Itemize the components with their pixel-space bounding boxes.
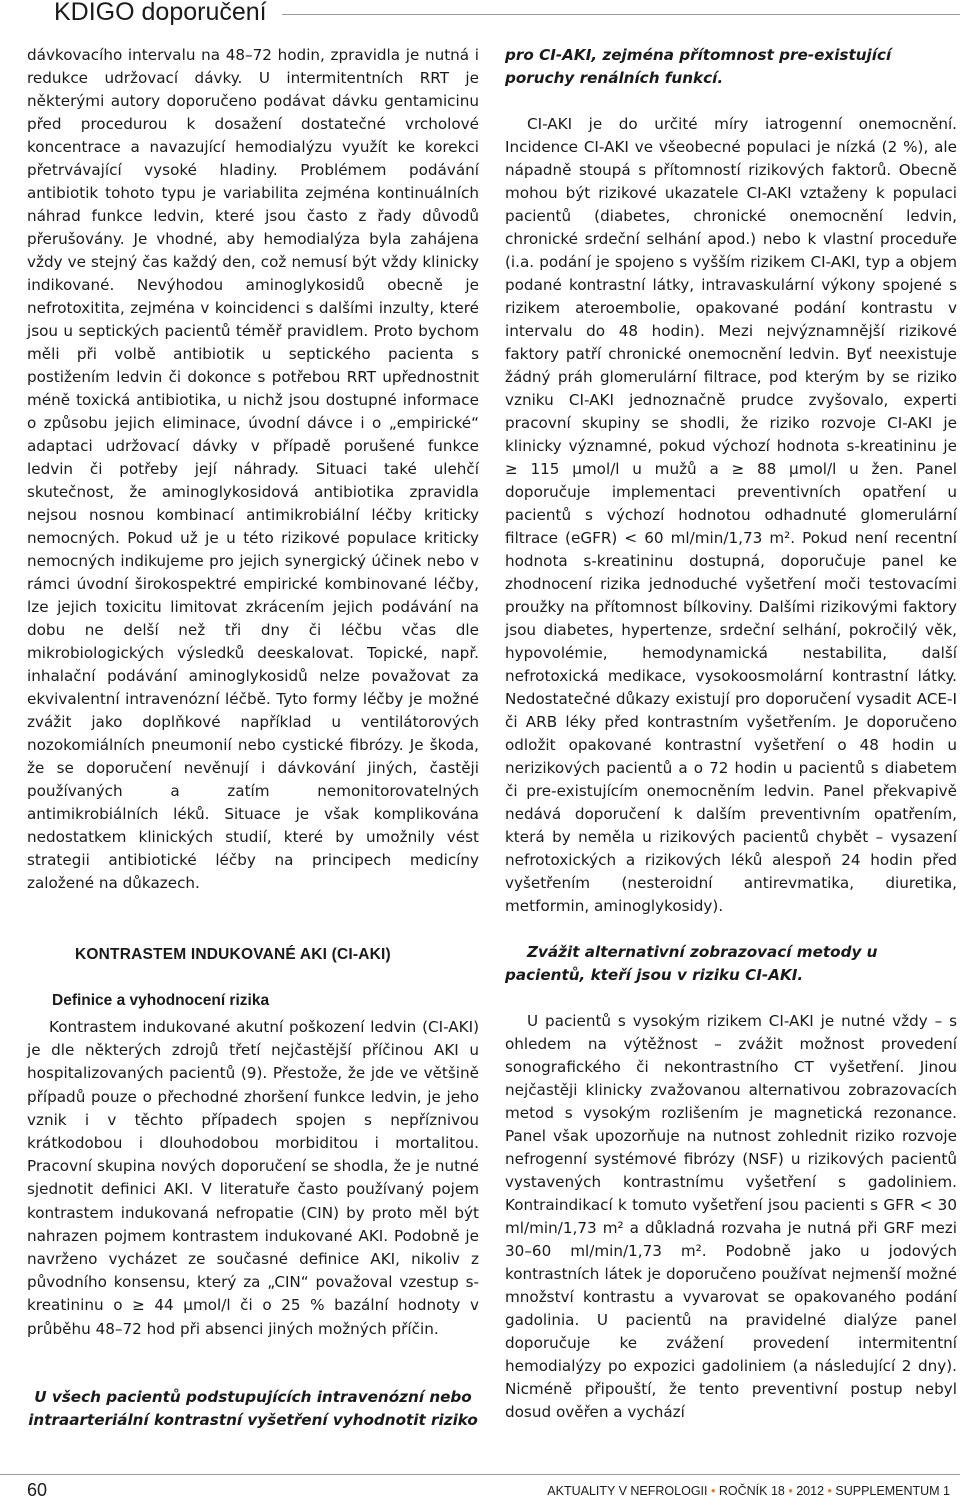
recommendation-emphasis-top: pro CI-AKI, zejména přítomnost pre-existující poruchy renálních funkcí. xyxy=(505,46,892,87)
right-column xyxy=(505,44,957,1424)
footer-rule xyxy=(0,1474,960,1475)
separator-dot: • xyxy=(710,1484,716,1498)
separator-dot: • xyxy=(788,1484,793,1498)
separator-dot: • xyxy=(827,1484,832,1498)
journal-name: AKTUALITY V NEFROLOGII xyxy=(547,1484,708,1498)
subsection-title: Definice a vyhodnocení rizika xyxy=(52,992,270,1009)
section-body xyxy=(27,1016,479,1341)
section-paragraph: Kontrastem indukované akutní poškození ledvin (CI-AKI) je dle některých zdrojů třetí nejčastější příčinou AKI u hospitalizovaných pacientů (9). Přestože, že jde ve většině případů pouze o přechodné zhoršení funkce ledvin, je jeho vznik i v těchto případech spojen s nepříznivou krátkodobou i dlouhodobou morbiditou i mortalitou. Pracovní skupina nových doporučení se shodla, že je nutné sjednotit definici AKI. V literatuře často používaný pojem kontrastem indukovaná nefropatie (CIN) by proto měl být nahrazen pojmem kontrastem indukované AKI. Podobně je navrženo vycházet ze současné definice AKI, nikoliv z původního konsensu, který za „CIN“ považoval vzestup s-kreatininu o ≥ 44 µmol/l či o 25 % bazální hodnoty v průběhu 48–72 hod při absenci jiných možných příčin. xyxy=(27,1018,479,1338)
header-rule xyxy=(282,14,960,15)
journal-supplement: SUPPLEMENTUM 1 xyxy=(835,1484,950,1498)
journal-volume: ROČNÍK 18 xyxy=(718,1484,785,1498)
recommendation-emphasis-left: U všech pacientů podstupujících intravenózní nebo intraarteriální kontrastní vyšetření vyhodnotit riziko xyxy=(28,1388,478,1429)
page-header xyxy=(0,0,960,40)
right-paragraph-2: U pacientů s vysokým rizikem CI-AKI je nutné vždy – s ohledem na výtěžnost – zvážit možnost provedení sonografického či nekontrastního CT vyšetření. Jinou nejčastěji klinicky zvažovanou alternativou zobrazovacích metod s vysokým rozlišením je magnetická rezonance. Panel však upozorňuje na nutnost zohlednit riziko rozvoje nefrogenní systémové fibrózy (NSF) u rizikových pacientů vystavených kontrastnímu vyšetření s gadoliniem. Kontraindikací k tomuto vyšetření jsou pacienti s GFR < 30 ml/min/1,73 m² a důkladná rozvaha je nutná při GRF mezi 30–60 ml/min/1,73 m². Podobně jako u jodových kontrastních látek je doporučeno používat nejmenší možné množství kontrastu a vyvarovat se opakovaného podání gadolinia. U pacientů na pravidelné dialýze panel doporučuje ke zvážení provedení intermitentní hemodialýzy po expozici gadoliniem (a následující 2 dny). Nicméně připouští, že tento preventivní postup nebyl dosud ověřen a vychází xyxy=(505,1012,957,1421)
right-paragraph-1: CI-AKI je do určité míry iatrogenní onemocnění. Incidence CI-AKI ve všeobecné populaci je nízká (2 %), ale nápadně stoupá s přítomností rizikových faktorů. Obecně mohou být rizikové ukazatele CI-AKI vztaženy k populaci pacientů (diabetes, chronické onemocnění ledvin, chronické srdeční selhání apod.) nebo k vlastní proceduře (i.a. podání je spojeno s vyšším rizikem CI-AKI, typ a objem podané kontrastní látky, intravaskulární výkony spojené s rizikem ateroembolie, opakované podání kontrastu v intervalu do 48 hodin). Mezi nejvýznamnější rizikové faktory patří chronické onemocnění ledvin. Byť neexistuje žádný práh glomerulární filtrace, pod kterým by se riziko vzniku CI-AKI jednoznačně prudce zvyšovalo, experti pracovní skupiny se shodli, že riziko rozvoje CI-AKI je klinicky významné, pokud výchozí hodnota s-kreatininu je ≥ 115 µmol/l u mužů a ≥ 88 µmol/l u žen. Panel doporučuje implementaci preventivních opatření u pacientů s výchozí hodnotou odhadnuté glomerulární filtrace (eGFR) < 60 ml/min/1,73 m². Pokud není recentní hodnota s-kreatininu dostupná, doporučuje panel ke zhodnocení rizika jednoduché vyšetření moči testovacími proužky na přítomnost bílkoviny. Dalšími rizikovými faktory jsou diabetes, hypertenze, srdeční selhání, pokročilý věk, hypovolémie, hemodynamická nestabilita, další nefrotoxická medikace, vysokoosmolární kontrastní látky. Nedostatečné důkazy existují pro doporučení vysadit ACE-I či ARB léky před kontrastním vyšetřením. Je doporučeno odložit opakované kontrastní vyšetření o 48 hodin u nerizikových pacientů a o 72 hodin u pacientů s diabetem či pre-existujícím onemocněním ledvin. Panel překvapivě nedává doporučení k dalším preventivním opatřením, která by neměla u rizikových pacientů chybět – vysazení nefrotoxických a rizikových léků alespoň 24 hodin před vyšetřením (nesteroidní antirevmatika, diuretika, metformin, aminoglykosidy). xyxy=(505,115,957,915)
section-title: KONTRASTEM INDUKOVANÉ AKI (CI-AKI) xyxy=(75,946,391,963)
header-title: KDIGO doporučení xyxy=(54,0,267,26)
recommendation-emphasis-mid: Zvážit alternativní zobrazovací metody u pacientů, kteří jsou v riziku CI-AKI. xyxy=(505,943,878,984)
left-column xyxy=(27,44,479,895)
journal-year: 2012 xyxy=(796,1484,825,1498)
page-number: 60 xyxy=(27,1480,48,1500)
journal-info xyxy=(547,1484,950,1498)
left-paragraph: dávkovacího intervalu na 48–72 hodin, zpravidla je nutná i redukce udržovací dávky. U intermitentních RRT je některými autory doporučeno podávat dávku gentamicinu před procedurou k dosažení dostatečné vrcholové koncentrace a navazující hemodialýzu využít ke korekci přetrvávající vysoké hladiny. Problémem podávání antibiotik tohoto typu je variabilita zejména kontinuálních náhrad funkce ledvin, které jsou často z řady důvodů přerušovány. Je vhodné, aby hemodialýza byla zahájena vždy ve stejný čas každý den, což nemusí být vždy klinicky indikované. Nevýhodou aminoglykosidů obecně je nefrotoxitita, zejména v koincidenci s dalšími inzulty, které jsou u septických pacientů téměř pravidlem. Proto bychom měli při volbě antibiotik u septického pacienta s postižením ledvin či dokonce s potřebou RRT upřednostnit méně toxická antibiotika, u nichž jsou dostupné informace o způsobu jejich eliminace, úvodní dávce i o „empirické“ adaptaci udržovací dávky v případě porušené funkce ledvin či potřeby její náhrady. Situaci také ulehčí skutečnost, že aminoglykosidová antibiotika zpravidla nejsou nosnou kombinací antimikrobiální léčby kriticky nemocných. Pokud už je u této rizikové populace kriticky nemocných indikujeme pro jejich synergický účinek nebo v rámci úvodní širokospektré empirické kombinované léčby, lze jejich toxicitu limitovat zkrácením jejich podávání na dobu ne delší než tři dny či léčbu včas dle mikrobiologických výsledků deeskalovat. Topické, např. inhalační podávání aminoglykosidů nelze považovat za ekvivalentní intravenózní léčbě. Tyto formy léčby je možné zvážit jako doplňkové například u ventilátorových nozokomiálních pneumonií nebo cystické fibrózy. Je škoda, že se doporučení nevěnují i dávkování jiných, častěji používaných a zatím nemonitorovatelných antimikrobiálních léků. Situace je však komplikována nedostatkem klinických studií, které by umožnily vést strategii antibiotické léčby na principech medicíny založené na důkazech. xyxy=(27,46,479,892)
